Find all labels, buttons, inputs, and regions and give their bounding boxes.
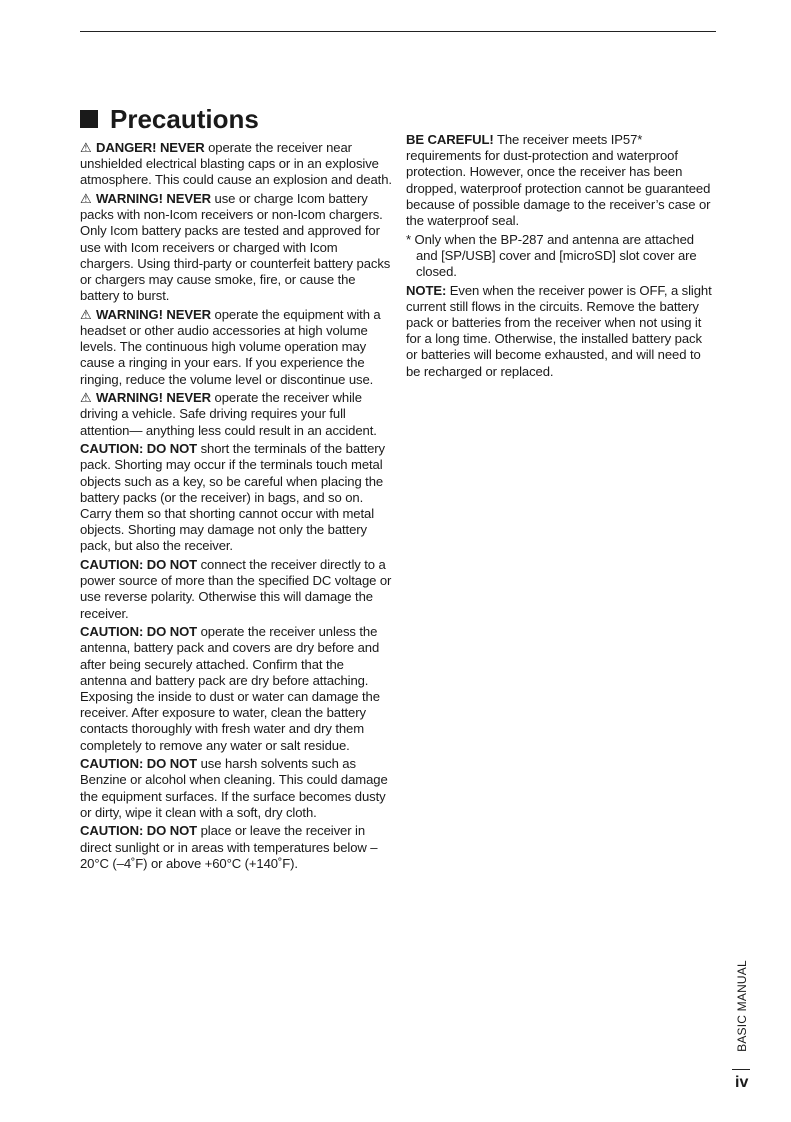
right-column — [406, 132, 712, 380]
precaution-label: WARNING! NEVER — [96, 390, 211, 406]
section-title: Precautions — [110, 104, 259, 134]
precaution-caution-dry — [80, 624, 392, 754]
precaution-danger — [80, 140, 392, 189]
be-careful-paragraph — [406, 132, 712, 229]
precaution-warning-battery — [80, 191, 392, 304]
header-rule — [80, 31, 716, 32]
be-careful-label: BE CAREFUL! — [406, 132, 494, 147]
side-label-text: BASIC MANUAL — [735, 960, 749, 1052]
precaution-caution-temperature — [80, 823, 392, 872]
precaution-text: operate the receiver near unshielded electrical blasting caps or in an explosive atmosphere. This could cause an explosion and death. — [80, 140, 392, 188]
precaution-label: WARNING! NEVER — [96, 191, 211, 206]
warning-triangle-icon: ⚠ — [80, 191, 92, 206]
side-section-label — [735, 958, 749, 1054]
precaution-label: WARNING! NEVER — [96, 306, 211, 322]
precaution-text: place or leave the receiver in direct sunlight or in areas with temperatures below –20°C (–4˚F) or above +60°C (+140˚F). — [80, 823, 378, 871]
precaution-warning-driving — [80, 390, 392, 439]
precaution-text: operate the receiver unless the antenna, battery pack and covers are dry before and after being securely attached. Confirm that the antenna and battery pack are dry before attaching. Exposing the inside to dust or water can damage the receiver. After exposure to water, clean the battery contacts thoroughly with fresh water and dry them completely to remove any water or salt residue. — [80, 624, 380, 753]
precaution-label: DANGER! NEVER — [96, 140, 205, 155]
note-text: Even when the receiver power is OFF, a slight current still flows in the circuits. Remove the battery pack or batteries from the receiver when not using it for a long time. Otherwise, the installed battery pack or batteries will become exhausted, and will need to be recharged or replaced. — [406, 282, 712, 379]
precaution-caution-short — [80, 441, 392, 554]
warning-triangle-icon: ⚠ — [80, 390, 92, 406]
precaution-label: CAUTION: DO NOT — [80, 756, 198, 772]
warning-triangle-icon: ⚠ — [80, 140, 92, 155]
precaution-text: use harsh solvents such as Benzine or alcohol when cleaning. This could damage the equipment surfaces. If the surface becomes dusty or dirty, wipe it clean with a soft, dry cloth. — [80, 756, 388, 820]
left-column — [80, 140, 392, 872]
precaution-text: operate the equipment with a headset or other audio accessories at high volume levels. The continuous high volume operation may cause a ringing in your ears. If you experience the ringing, reduce the volume level or discontinue use. — [80, 306, 381, 387]
precaution-text: connect the receiver directly to a power source of more than the specified DC voltage or use reverse polarity. Otherwise this will damage the receiver. — [80, 557, 392, 621]
precaution-text: operate the receiver while driving a vehicle. Safe driving requires your full attention— anything less could result in an accident. — [80, 390, 377, 438]
page-number-rule — [732, 1069, 750, 1070]
precaution-label: CAUTION: DO NOT — [80, 823, 198, 839]
precaution-warning-headset — [80, 307, 392, 388]
note-label: NOTE: — [406, 282, 447, 298]
square-bullet-icon — [80, 110, 98, 128]
warning-triangle-icon: ⚠ — [80, 306, 92, 322]
page-number: iv — [735, 1074, 749, 1091]
precaution-text: short the terminals of the battery pack. Shorting may occur if the terminals touch metal objects such as a key, so be careful when placing the battery packs (or the receiver) in bags, and so on. Carry them so that shorting cannot occur with metal objects. Shorting may damage not only the battery pack, but also the receiver. — [80, 441, 385, 554]
be-careful-text: The receiver meets IP57* requirements for dust-protection and waterproof protection. However, once the receiver has been dropped, waterproof protection cannot be guaranteed because of possible damage to the receiver’s case or the waterproof seal. — [406, 132, 711, 229]
precaution-caution-solvents — [80, 756, 392, 821]
precaution-caution-power — [80, 557, 392, 622]
note-paragraph — [406, 283, 712, 380]
precaution-label: CAUTION: DO NOT — [80, 624, 198, 640]
precaution-label: CAUTION: DO NOT — [80, 557, 198, 573]
precaution-text: use or charge Icom battery packs with non-Icom receivers or non-Icom chargers. Only Icom battery packs are tested and approved for use with Icom receivers or charged with Icom chargers. Using third-party or counterfeit battery packs or chargers may cause smoke, fire, or cause the battery to burst. — [80, 191, 391, 304]
section-heading — [80, 103, 259, 135]
ip57-footnote: * Only when the BP-287 and antenna are attached and [SP/USB] cover and [microSD] slot cover are closed. — [406, 231, 697, 280]
precaution-label: CAUTION: DO NOT — [80, 441, 198, 457]
